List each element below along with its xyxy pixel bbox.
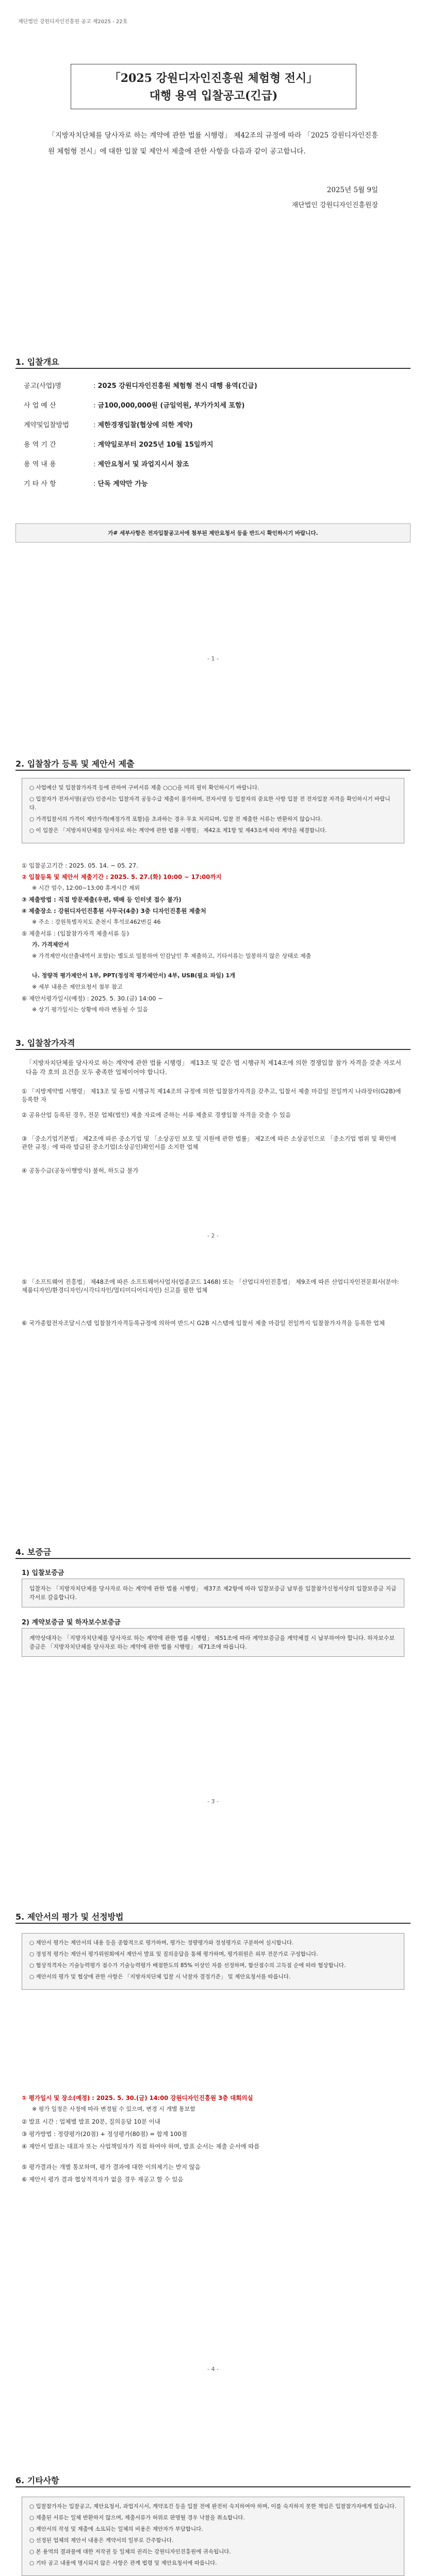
overview-label: 계약및입찰방법 — [24, 421, 69, 429]
s6-note-box — [22, 2497, 404, 2576]
page-number: - 3 - — [207, 1798, 219, 1805]
overview-label: 기 타 사 항 — [24, 480, 56, 488]
note-line: ○ 입찰자가 전자서명(공인) 인증서는 입찰자격 공동수급 제출이 불가하며, 전자서명 등 입찰자의 중요한 사항 입찰 전 전자입찰 자격을 확인하시기 바랍니다. — [29, 796, 390, 811]
intro-paragraph: 「지방자치단체를 당사자로 하는 계약에 관한 법률 시행령」 제42조의 규정에 따라 「2025 강원디자인진흥원 체험형 전시」에 대한 입찰 및 제안서 제출에 관한 사항을 다음과 같이 공고합니다. — [48, 131, 378, 156]
list-subitem: ※ 가격제안서(산출내역서 포함)는 별도로 밀봉하여 인감날인 후 제출하고, 기타서류는 밀봉하지 않은 상태로 제출 — [32, 953, 312, 959]
overview-value: 제안요청서 및 과업지시서 참조 — [97, 461, 189, 468]
list-subitem: ※ 시간 엄수, 12:00~13:00 휴게시간 제외 — [32, 885, 140, 891]
title-line-2: 대행 용역 입찰공고(긴급) — [149, 89, 278, 103]
s3-intro: 「지방자치단체를 당사자로 하는 계약에 관한 법률 시행령」 제13조 및 같은 법 시행규칙 제14조에 의한 경쟁입찰 참가 자격을 갖춘 자로서 다음 각 호의 요건을 모두 충족한 업체이어야 합니다. — [26, 1059, 401, 1076]
list-item: ⑤ 평가결과는 개별 통보하며, 평가 결과에 대한 이의제기는 받지 않음 — [22, 2163, 201, 2171]
overview-value: 제한경쟁입찰(협상에 의한 계약) — [97, 421, 193, 429]
note-line: ○ 협상적격자는 기술능력평가 점수가 기술능력평가 배점한도의 85% 이상인 자를 선정하며, 합산점수의 고득점 순에 따라 협상합니다. — [29, 1962, 346, 1969]
page-number: - 2 - — [207, 1232, 219, 1239]
list-item: ④ 제출장소 : 강원디자인진흥원 사무국(4층) 3층 디자인진흥원 제출처 — [22, 907, 206, 914]
overview-row: 기 타 사 항 : 단독 계약만 가능 — [24, 478, 148, 488]
s4-paragraph-1: 입찰자는 「지방자치단체를 당사자로 하는 계약에 관한 법률 시행령」 제37조 제2항에 따라 입찰보증금 납부를 입찰참가신청서상의 입찰보증금 지급각서로 갈음합니다. — [22, 1579, 404, 1607]
note-line: ○ 제안서의 작성 및 제출에 소요되는 일체의 비용은 제안자가 부담합니다. — [29, 2526, 203, 2532]
section-1-title: 1. 입찰개요 — [15, 357, 59, 367]
list-item: ② 입찰등록 및 제안서 제출기간 : 2025. 5. 27.(화) 10:00 ~ 17:00까지 — [22, 873, 222, 880]
overview-value: 단독 계약만 가능 — [97, 480, 148, 488]
list-item: ⑥ 국가종합전자조달시스템 입찰참가자격등록규정에 의하여 반드시 G2B 시스템에 입찰서 제출 마감일 전일까지 입찰참가자격을 등록한 업체 — [22, 1319, 385, 1327]
title-line-1: 「2025 강원디자인진흥원 체험형 전시」 — [109, 72, 318, 85]
list-item: ① 평가일시 및 장소(예정) : 2025. 5. 30.(금) 14:00 강원디자인진흥원 3층 대회의실 — [22, 2094, 253, 2102]
overview-value: 금100,000,000원 (금일억원, 부가가치세 포함) — [97, 402, 245, 410]
overview-row: 공고(사업)명 : 2025 강원디자인진흥원 체험형 전시 대행 용역(긴급) — [24, 380, 257, 390]
section-divider — [15, 2486, 411, 2487]
s2-note-box — [22, 778, 404, 843]
list-subitem: ※ 세부 내용은 제안요청서 첨부 참고 — [32, 984, 123, 990]
section-5-title: 5. 제안서의 평가 및 선정방법 — [15, 1912, 124, 1922]
note-line: ○ 제출된 서류는 일체 반환하지 않으며, 제출서류가 허위로 판명될 경우 낙찰을 취소합니다. — [29, 2515, 245, 2521]
note-line: ○ 선정된 업체의 제안서 내용은 계약서의 일부로 간주합니다. — [29, 2537, 174, 2544]
list-item: ④ 제안서 발표는 대표자 또는 사업책임자가 직접 하여야 하며, 발표 순서는 제출 순서에 따름 — [22, 2143, 260, 2150]
list-item: ③ 제출방법 : 직접 방문제출(우편, 택배 등 인터넷 접수 불가) — [22, 896, 182, 903]
list-item: ④ 공동수급(공동이행방식) 불허, 하도급 불가 — [22, 1167, 139, 1174]
section-6-title: 6. 기타사항 — [15, 2476, 59, 2485]
note-line: ○ 본 용역의 결과물에 대한 저작권 등 일체의 권리는 강원디자인진흥원에 귀속됩니다. — [29, 2549, 231, 2555]
overview-row: 사 업 예 산 : 금100,000,000원 (금일억원, 부가가치세 포함) — [24, 400, 244, 410]
doc-number: 재단법인 강원디자인진흥원 공고 제2025 - 22호 — [18, 19, 128, 25]
list-subitem: ※ 주소 : 강원특별자치도 춘천시 후석로462번길 46 — [32, 919, 161, 925]
note-line: ○ 제안서의 평가 및 협상에 관한 사항은 「지방자치단체 입찰 시 낙찰자 결정기준」 및 제안요청서를 따릅니다. — [29, 1974, 291, 1980]
list-item: ③ 「중소기업기본법」 제2조에 따른 중소기업 및 「소상공인 보호 및 지원에 관한 법률」 제2조에 따른 소상공인으로 「중소기업 범위 및 확인에 관한 규정」에 따라 발급된 중소기업(소상공인)확인서를 소지한 업체 — [22, 1135, 396, 1150]
overview-label: 사 업 예 산 — [24, 402, 56, 410]
section-divider — [15, 1923, 411, 1924]
note-line: ○ 정성적 평가는 제안서 평가위원회에서 제안서 발표 및 질의응답을 통해 평가하며, 평가위원은 외부 전문가로 구성합니다. — [29, 1951, 318, 1957]
overview-label: 용 역 내 용 — [24, 461, 56, 468]
s4-heading-2: 2) 계약보증금 및 하자보수보증금 — [22, 1619, 121, 1626]
list-item: ⑥ 제안서 평가 결과 협상적격자가 없을 경우 재공고 할 수 있음 — [22, 2176, 184, 2183]
s4-heading-1: 1) 입찰보증금 — [22, 1569, 64, 1577]
section-divider — [15, 368, 411, 369]
section-divider — [15, 1558, 411, 1559]
issuing-organization: 재단법인 강원디자인진흥원장 — [291, 201, 378, 209]
overview-row: 용 역 기 간 : 계약일로부터 2025년 10월 15일까지 — [24, 439, 214, 449]
overview-row: 용 역 내 용 : 제안요청서 및 과업지시서 참조 — [24, 459, 189, 468]
overview-value: 2025 강원디자인진흥원 체험형 전시 대행 용역(긴급) — [97, 382, 257, 390]
list-item: ① 입찰공고기간 : 2025. 05. 14. ~ 05. 27. — [22, 862, 138, 869]
list-item: ⑥ 제안서평가일시(예정) : 2025. 5. 30.(금) 14:00 ~ — [22, 995, 163, 1002]
notice-box: 가# 세부사항은 전자입찰공고서에 첨부된 제안요청서 등을 반드시 확인하시기 바랍니다. — [15, 523, 411, 543]
s5-note-box — [22, 1933, 404, 1990]
section-2-title: 2. 입찰참가 등록 및 제안서 제출 — [15, 759, 135, 769]
list-subitem: ※ 상기 평가일시는 상황에 따라 변동될 수 있음 — [32, 1006, 148, 1013]
list-item: ② 공유산업 등록된 경우, 전문 업체(법인) 제출 자료에 준하는 서류 제출로 경쟁입찰 자격을 갖출 수 있음 — [22, 1111, 291, 1118]
section-divider — [15, 1049, 411, 1050]
list-item: ③ 평가방법 : 정량평가(20점) + 정성평가(80점) = 합계 100점 — [22, 2130, 187, 2138]
list-item: ⑤ 제출서류 : (입찰참가자격 제출서류 등) — [22, 930, 129, 937]
overview-label: 공고(사업)명 — [24, 382, 61, 390]
list-item: ① 「지방계약법 시행령」 제13조 및 동법 시행규칙 제14조의 규정에 의한 입찰참가자격을 갖추고, 입찰서 제출 마감일 전일까지 나라장터(G2B)에 등록한 자 — [22, 1088, 401, 1103]
list-subitem: ※ 평가 일정은 사정에 따라 변경될 수 있으며, 변경 시 개별 통보함 — [32, 2106, 195, 2112]
section-4-title: 4. 보증금 — [15, 1547, 52, 1557]
overview-label: 용 역 기 간 — [24, 441, 56, 449]
s4-paragraph-2: 계약상대자는 「지방자치단체를 당사자로 하는 계약에 관한 법률 시행령」 제51조에 따라 계약보증금을 계약체결 시 납부하여야 합니다. 하자보수보증금은 「지방자치단체를 당사자로 하는 계약에 관한 법률 시행령」 제71조에 따릅니다. — [22, 1628, 404, 1657]
list-item: ② 발표 시간 : 업체별 발표 20분, 질의응답 10분 이내 — [22, 2118, 160, 2125]
note-line: ○ 입찰참가자는 입찰공고, 제안요청서, 과업지시서, 계약조건 등을 입찰 전에 완전히 숙지하여야 하며, 이를 숙지하지 못한 책임은 입찰참가자에게 있습니다. — [29, 2503, 397, 2510]
note-line: ○ 제안서 평가는 제안서의 내용 등을 종합적으로 평가하며, 평가는 정량평가와 정성평가로 구분하여 실시합니다. — [29, 1940, 294, 1946]
title-box — [71, 64, 356, 109]
section-divider — [15, 770, 411, 771]
note-line: ○ 가격입찰서의 가격이 제안가격(예정가격 포함)을 초과하는 경우 무효 처리되며, 입찰 전 제출한 서류는 반환하지 않습니다. — [29, 816, 322, 822]
note-line: ○ 기타 공고 내용에 명시되지 않은 사항은 관계 법령 및 제안요청서에 따릅니다. — [29, 2560, 217, 2566]
announcement-date: 2025년 5월 9일 — [326, 186, 378, 194]
list-subitem: 가. 가격제안서 — [32, 941, 69, 948]
list-subitem: 나. 정량적 평가제안서 1부, PPT(정성적 평가제안서) 4부, USB(필요 파일) 1개 — [32, 972, 235, 979]
note-line: ○ 이 입찰은 「지방자치단체를 당사자로 하는 계약에 관한 법률 시행령」 제42조 제1항 및 제43조에 따라 계약을 체결합니다. — [29, 827, 327, 834]
list-item: ⑤ 「소프트웨어 진흥법」 제48조에 따른 소프트웨어사업자(업종코드 1468) 또는 「산업디자인진흥법」 제9조에 따른 산업디자인전문회사(분야: 제품디자인/환경디자인/시각디자인/멀티미디어디자인) 신고를 필한 업체 — [22, 1278, 399, 1294]
page-number: - 4 - — [207, 2366, 219, 2372]
page-number: - 1 - — [207, 655, 219, 662]
section-3-title: 3. 입찰참가자격 — [15, 1038, 75, 1048]
overview-value: 계약일로부터 2025년 10월 15일까지 — [97, 441, 214, 449]
overview-row: 계약및입찰방법 : 제한경쟁입찰(협상에 의한 계약) — [24, 419, 193, 429]
note-line: ○ 사업예산 및 입찰참가자격 등에 관하여 구비서류 제출 ○○○을 미리 필히 확인하시기 바랍니다. — [29, 785, 259, 791]
